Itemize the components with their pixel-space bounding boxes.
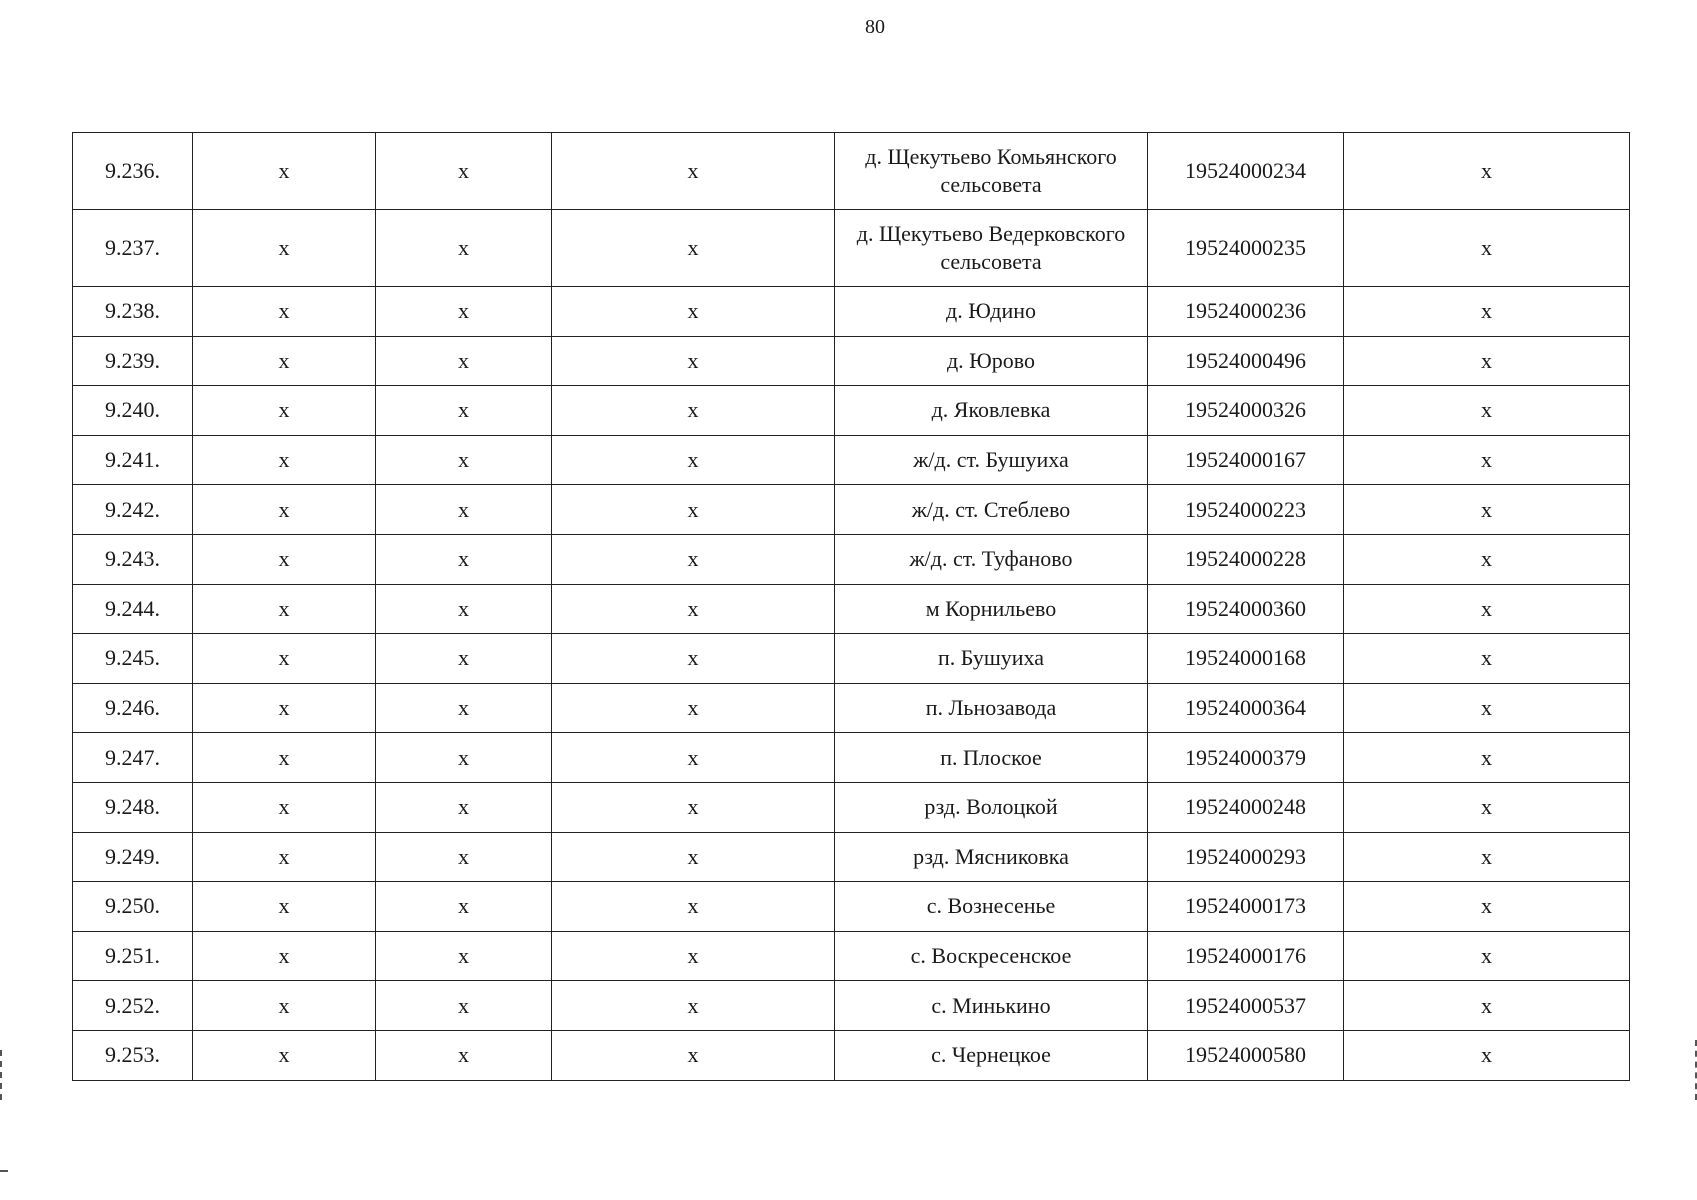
cell-x-col2: х xyxy=(193,210,376,287)
oktmo-code-cell: 19524000236 xyxy=(1148,287,1344,337)
table-row xyxy=(73,336,1630,386)
row-number-cell: 9.248. xyxy=(73,782,193,832)
cell-x-col2: х xyxy=(193,981,376,1031)
oktmo-code-cell: 19524000228 xyxy=(1148,534,1344,584)
oktmo-code-cell: 19524000248 xyxy=(1148,782,1344,832)
settlement-name-cell: ж/д. ст. Туфаново xyxy=(835,534,1148,584)
cell-x-col7: х xyxy=(1344,634,1630,684)
cell-x-col2: х xyxy=(193,584,376,634)
cell-x-col7: х xyxy=(1344,832,1630,882)
cell-x-col4: х xyxy=(552,1030,835,1080)
cell-x-col4: х xyxy=(552,634,835,684)
oktmo-code-cell: 19524000364 xyxy=(1148,683,1344,733)
cell-x-col7: х xyxy=(1344,133,1630,210)
row-number-cell: 9.250. xyxy=(73,882,193,932)
cell-x-col7: х xyxy=(1344,1030,1630,1080)
cell-x-col7: х xyxy=(1344,210,1630,287)
cell-x-col4: х xyxy=(552,534,835,584)
oktmo-code-cell: 19524000360 xyxy=(1148,584,1344,634)
table-row xyxy=(73,931,1630,981)
oktmo-code-cell: 19524000223 xyxy=(1148,485,1344,535)
settlement-name-cell: с. Минькино xyxy=(835,981,1148,1031)
table-row xyxy=(73,485,1630,535)
table-body xyxy=(73,133,1630,1081)
cell-x-col7: х xyxy=(1344,435,1630,485)
cell-x-col2: х xyxy=(193,683,376,733)
oktmo-code-cell: 19524000537 xyxy=(1148,981,1344,1031)
oktmo-code-cell: 19524000496 xyxy=(1148,336,1344,386)
oktmo-code-cell: 19524000235 xyxy=(1148,210,1344,287)
table-row xyxy=(73,210,1630,287)
cell-x-col2: х xyxy=(193,882,376,932)
cell-x-col7: х xyxy=(1344,981,1630,1031)
page-number: 80 xyxy=(865,16,885,38)
cell-x-col7: х xyxy=(1344,287,1630,337)
cell-x-col7: х xyxy=(1344,882,1630,932)
cell-x-col4: х xyxy=(552,287,835,337)
settlement-name-cell: с. Воскресенское xyxy=(835,931,1148,981)
cell-x-col4: х xyxy=(552,336,835,386)
cell-x-col2: х xyxy=(193,931,376,981)
cell-x-col7: х xyxy=(1344,534,1630,584)
oktmo-code-cell: 19524000167 xyxy=(1148,435,1344,485)
cell-x-col7: х xyxy=(1344,782,1630,832)
cell-x-col4: х xyxy=(552,435,835,485)
row-number-cell: 9.252. xyxy=(73,981,193,1031)
row-number-cell: 9.244. xyxy=(73,584,193,634)
scan-edge-marks-right xyxy=(1689,1040,1697,1100)
cell-x-col2: х xyxy=(193,336,376,386)
settlement-name-cell: рзд. Мясниковка xyxy=(835,832,1148,882)
cell-x-col4: х xyxy=(552,782,835,832)
cell-x-col7: х xyxy=(1344,584,1630,634)
cell-x-col4: х xyxy=(552,386,835,436)
cell-x-col4: х xyxy=(552,584,835,634)
cell-x-col3: х xyxy=(376,1030,552,1080)
cell-x-col7: х xyxy=(1344,485,1630,535)
cell-x-col2: х xyxy=(193,634,376,684)
cell-x-col3: х xyxy=(376,133,552,210)
row-number-cell: 9.237. xyxy=(73,210,193,287)
table-row xyxy=(73,882,1630,932)
cell-x-col4: х xyxy=(552,931,835,981)
oktmo-code-cell: 19524000326 xyxy=(1148,386,1344,436)
cell-x-col3: х xyxy=(376,287,552,337)
oktmo-code-cell: 19524000293 xyxy=(1148,832,1344,882)
table-row xyxy=(73,287,1630,337)
cell-x-col2: х xyxy=(193,534,376,584)
settlement-name-cell: д. Юдино xyxy=(835,287,1148,337)
table-row xyxy=(73,1030,1630,1080)
row-number-cell: 9.236. xyxy=(73,133,193,210)
table-row xyxy=(73,782,1630,832)
oktmo-code-cell: 19524000580 xyxy=(1148,1030,1344,1080)
cell-x-col3: х xyxy=(376,210,552,287)
settlement-name-cell: с. Вознесенье xyxy=(835,882,1148,932)
oktmo-code-cell: 19524000168 xyxy=(1148,634,1344,684)
cell-x-col3: х xyxy=(376,534,552,584)
cell-x-col4: х xyxy=(552,683,835,733)
settlement-name-cell: с. Чернецкое xyxy=(835,1030,1148,1080)
table-row xyxy=(73,133,1630,210)
cell-x-col3: х xyxy=(376,683,552,733)
scan-edge-tick xyxy=(0,1170,8,1172)
row-number-cell: 9.242. xyxy=(73,485,193,535)
cell-x-col3: х xyxy=(376,584,552,634)
oktmo-code-cell: 19524000176 xyxy=(1148,931,1344,981)
cell-x-col3: х xyxy=(376,386,552,436)
oktmo-code-cell: 19524000234 xyxy=(1148,133,1344,210)
settlement-name-cell: п. Льнозавода xyxy=(835,683,1148,733)
cell-x-col3: х xyxy=(376,336,552,386)
cell-x-col2: х xyxy=(193,386,376,436)
table-row xyxy=(73,683,1630,733)
cell-x-col2: х xyxy=(193,133,376,210)
cell-x-col4: х xyxy=(552,733,835,783)
cell-x-col2: х xyxy=(193,832,376,882)
cell-x-col3: х xyxy=(376,485,552,535)
table-row xyxy=(73,981,1630,1031)
settlement-name-cell: п. Плоское xyxy=(835,733,1148,783)
table-row xyxy=(73,435,1630,485)
row-number-cell: 9.246. xyxy=(73,683,193,733)
cell-x-col3: х xyxy=(376,981,552,1031)
settlement-name-cell: д. Юрово xyxy=(835,336,1148,386)
cell-x-col7: х xyxy=(1344,931,1630,981)
cell-x-col2: х xyxy=(193,435,376,485)
table-row xyxy=(73,386,1630,436)
settlements-table xyxy=(72,132,1630,1081)
cell-x-col7: х xyxy=(1344,683,1630,733)
oktmo-code-cell: 19524000379 xyxy=(1148,733,1344,783)
table-row xyxy=(73,534,1630,584)
cell-x-col4: х xyxy=(552,981,835,1031)
cell-x-col7: х xyxy=(1344,336,1630,386)
cell-x-col4: х xyxy=(552,210,835,287)
cell-x-col4: х xyxy=(552,882,835,932)
cell-x-col4: х xyxy=(552,832,835,882)
table-row xyxy=(73,733,1630,783)
table-row xyxy=(73,634,1630,684)
row-number-cell: 9.253. xyxy=(73,1030,193,1080)
settlement-name-cell: ж/д. ст. Стеблево xyxy=(835,485,1148,535)
row-number-cell: 9.241. xyxy=(73,435,193,485)
oktmo-code-cell: 19524000173 xyxy=(1148,882,1344,932)
cell-x-col3: х xyxy=(376,435,552,485)
settlement-name-cell: ж/д. ст. Бушуиха xyxy=(835,435,1148,485)
row-number-cell: 9.251. xyxy=(73,931,193,981)
cell-x-col4: х xyxy=(552,485,835,535)
cell-x-col2: х xyxy=(193,485,376,535)
row-number-cell: 9.247. xyxy=(73,733,193,783)
cell-x-col2: х xyxy=(193,782,376,832)
row-number-cell: 9.245. xyxy=(73,634,193,684)
settlement-name-cell: м Корнильево xyxy=(835,584,1148,634)
cell-x-col7: х xyxy=(1344,733,1630,783)
row-number-cell: 9.243. xyxy=(73,534,193,584)
row-number-cell: 9.239. xyxy=(73,336,193,386)
row-number-cell: 9.238. xyxy=(73,287,193,337)
cell-x-col3: х xyxy=(376,733,552,783)
cell-x-col3: х xyxy=(376,931,552,981)
settlement-name-cell: д. Щекутьево Комьянского сельсовета xyxy=(835,133,1148,210)
cell-x-col2: х xyxy=(193,287,376,337)
scan-edge-marks-left xyxy=(0,1050,8,1100)
cell-x-col3: х xyxy=(376,882,552,932)
cell-x-col7: х xyxy=(1344,386,1630,436)
settlement-name-cell: д. Щекутьево Ведерковского сельсовета xyxy=(835,210,1148,287)
cell-x-col3: х xyxy=(376,832,552,882)
cell-x-col3: х xyxy=(376,782,552,832)
settlement-name-cell: рзд. Волоцкой xyxy=(835,782,1148,832)
table-row xyxy=(73,832,1630,882)
cell-x-col4: х xyxy=(552,133,835,210)
cell-x-col2: х xyxy=(193,1030,376,1080)
row-number-cell: 9.249. xyxy=(73,832,193,882)
table-row xyxy=(73,584,1630,634)
settlement-name-cell: д. Яковлевка xyxy=(835,386,1148,436)
row-number-cell: 9.240. xyxy=(73,386,193,436)
cell-x-col2: х xyxy=(193,733,376,783)
settlement-name-cell: п. Бушуиха xyxy=(835,634,1148,684)
cell-x-col3: х xyxy=(376,634,552,684)
